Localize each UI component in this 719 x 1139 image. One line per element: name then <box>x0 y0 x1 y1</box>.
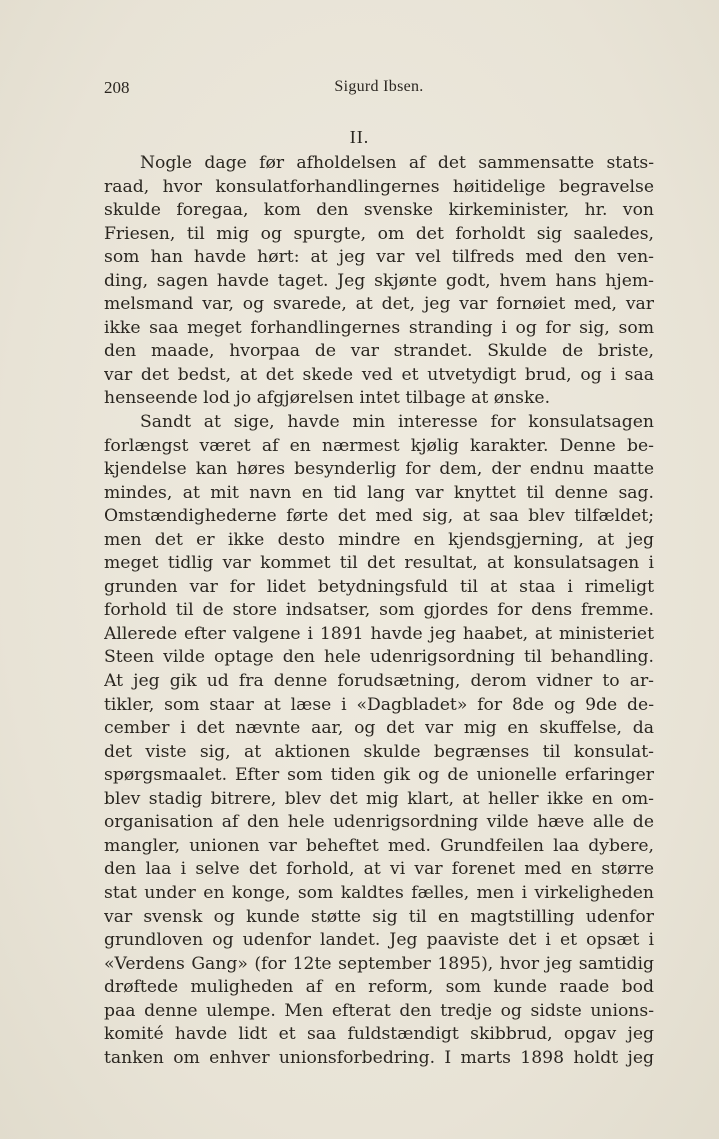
text-line: Sandt at sige, havde min interesse for konsulatsagen <box>140 412 654 433</box>
text-line: det viste sig, at aktionen skulde begrænses til konsulat- <box>104 741 654 762</box>
running-head: Sigurd Ibsen. <box>334 78 424 95</box>
text-line: var svensk og kunde støtte sig til en magtstilling udenfor <box>104 906 654 927</box>
text-line: organisation af den hele udenrigsordning vilde hæve alle de <box>104 812 654 833</box>
text-line: Allerede efter valgene i 1891 havde jeg haabet, at ministeriet <box>104 623 654 644</box>
text-line: grunden var for lidet betydningsfuld til at staa i rimeligt <box>104 576 654 597</box>
text-line: melsmand var, og svarede, at det, jeg var fornøiet med, var <box>104 294 654 315</box>
text-line: paa denne ulempe. Men efterat den tredje og sidste unions- <box>104 1000 654 1021</box>
text-line: «Verdens Gang» (for 12te september 1895), hvor jeg samtidig <box>104 953 654 974</box>
text-line: men det er ikke desto mindre en kjendsgjerning, at jeg <box>104 529 654 550</box>
text-line: Steen vilde optage den hele udenrigsordning til behandling. <box>104 647 654 668</box>
text-line: kjendelse kan høres besynderlig for dem, der endnu maatte <box>104 459 654 480</box>
text-line: Friesen, til mig og spurgte, om det forholdt sig saaledes, <box>104 223 654 244</box>
text-line: ikke saa meget forhandlingernes stranding i og for sig, som <box>104 317 654 338</box>
text-line: cember i det nævnte aar, og det var mig en skuffelse, da <box>104 718 654 739</box>
text-line: ding, sagen havde taget. Jeg skjønte godt, hvem hans hjem- <box>104 270 654 291</box>
text-line: raad, hvor konsulatforhandlingernes høitidelige begravelse <box>104 176 654 197</box>
text-line: komité havde lidt et saa fuldstændigt skibbrud, opgav jeg <box>104 1024 654 1045</box>
text-line: mindes, at mit navn en tid lang var knyttet til denne sag. <box>104 482 654 503</box>
text-line: spørgsmaalet. Efter som tiden gik og de unionelle erfaringer <box>104 765 654 786</box>
text-line: som han havde hørt: at jeg var vel tilfreds med den ven- <box>104 247 654 268</box>
text-line: stat under en konge, som kaldtes fælles, men i virkeligheden <box>104 882 654 903</box>
text-line: mangler, unionen var beheftet med. Grundfeilen laa dybere, <box>104 835 654 856</box>
text-line: Omstændighederne førte det med sig, at saa blev tilfældet; <box>104 506 654 527</box>
page-number: 208 <box>104 78 130 97</box>
page-header <box>104 78 654 102</box>
text-line: Nogle dage før afholdelsen af det sammensatte stats- <box>140 153 654 173</box>
text-line: den maade, hvorpaa de var strandet. Skulde de briste, <box>104 341 654 362</box>
text-line: meget tidlig var kommet til det resultat, at konsulatsagen i <box>104 553 654 574</box>
text-line: skulde foregaa, kom den svenske kirkeminister, hr. von <box>104 200 654 221</box>
text-line: henseende lod jo afgjørelsen intet tilbage at ønske. <box>104 388 551 409</box>
section-heading: II. <box>349 127 370 147</box>
text-line: blev stadig bitrere, blev det mig klart, at heller ikke en om- <box>104 788 654 809</box>
text-line: var det bedst, at det skede ved et utvetydigt brud, og i saa <box>104 364 654 385</box>
text-line: tikler, som staar at læse i «Dagbladet» for 8de og 9de de- <box>104 694 654 715</box>
text-line: drøftede muligheden af en reform, som kunde raade bod <box>104 977 654 998</box>
text-line: grundloven og udenfor landet. Jeg paaviste det i et opsæt i <box>104 930 654 951</box>
text-line: tanken om enhver unionsforbedring. I marts 1898 holdt jeg <box>104 1047 654 1068</box>
text-line: forhold til de store indsatser, som gjordes for dens fremme. <box>104 600 654 621</box>
body-text <box>104 152 654 1070</box>
text-line: den laa i selve det forhold, at vi var forenet med en større <box>104 859 654 880</box>
text-line: forlængst været af en nærmest kjølig karakter. Denne be- <box>104 435 654 456</box>
text-line: At jeg gik ud fra denne forudsætning, derom vidner to ar- <box>104 671 654 692</box>
